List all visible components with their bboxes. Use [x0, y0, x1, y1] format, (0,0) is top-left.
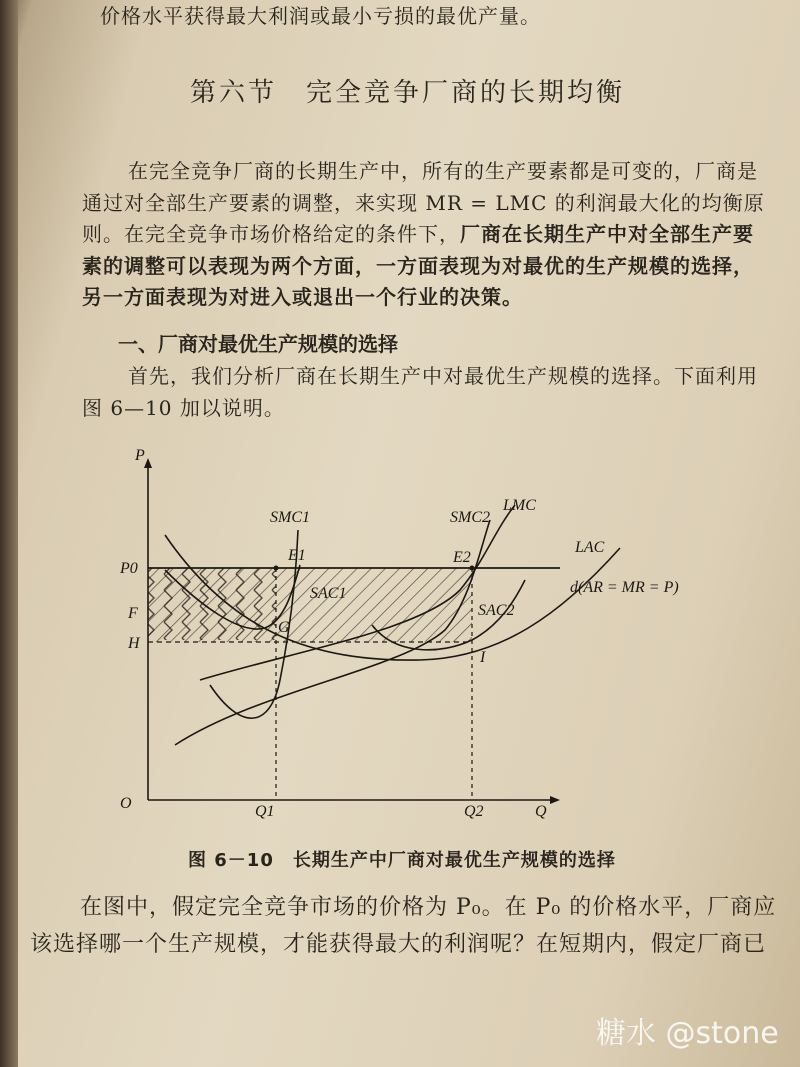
smc2-label: SMC2 [450, 509, 490, 526]
paragraph-line: 另一方面表现为对进入或退出一个行业的决策。 [82, 285, 523, 309]
paragraph-line: 素的调整可以表现为两个方面，一方面表现为对最优的生产规模的选择， [82, 254, 754, 278]
lac-label: LAC [575, 539, 605, 556]
smc1-label: SMC1 [270, 509, 310, 526]
q1-label: Q1 [255, 803, 275, 820]
f-label: F [128, 605, 138, 622]
q-axis-arrow [550, 796, 560, 804]
lmc-label: LMC [503, 497, 536, 514]
subheading: 一、厂商对最优生产规模的选择 [118, 332, 398, 356]
point-e2 [470, 566, 475, 571]
figure-caption: 图 6－10 长期生产中厂商对最优生产规模的选择 [188, 850, 616, 871]
sac2-label: SAC2 [478, 602, 515, 619]
p0-label: P0 [120, 560, 138, 577]
i-label: I [480, 649, 486, 666]
watermark-text: 糖水 @stone [596, 1016, 779, 1051]
paragraph-line: 首先，我们分析厂商在长期生产中对最优生产规模的选择。下面利用 [128, 364, 758, 388]
profit-region-i [148, 568, 472, 642]
top-text-line: 价格水平获得最大利润或最小亏损的最优产量。 [100, 4, 541, 28]
demand-label: d(AR = MR = P) [570, 579, 679, 596]
paragraph-line: 在完全竞争厂商的长期生产中，所有的生产要素都是可变的，厂商是 [128, 159, 758, 183]
axis-q-label: Q [535, 803, 547, 820]
figure-6-10 [0, 430, 800, 840]
sac1-label: SAC1 [310, 585, 347, 602]
emphasis-span: 厂商在长期生产中对全部生产要 [460, 222, 754, 246]
paragraph-span: 则。在完全竞争市场价格给定的条件下， [82, 222, 460, 246]
point-e1 [274, 566, 279, 571]
g-label: G [278, 619, 290, 636]
e1-label: E1 [288, 547, 306, 564]
paragraph-line: 图 6—10 加以说明。 [82, 396, 285, 420]
section-title: 第六节 完全竞争厂商的长期均衡 [190, 78, 626, 108]
origin-label: O [120, 795, 132, 812]
paragraph-line: 该选择哪一个生产规模，才能获得最大的利润呢？在短期内，假定厂商已 [30, 932, 767, 957]
p-axis-arrow [144, 458, 152, 468]
h-label: H [128, 635, 140, 652]
e2-label: E2 [453, 549, 471, 566]
axis-p-label: P [135, 447, 145, 464]
q2-label: Q2 [464, 803, 484, 820]
paragraph-line [82, 218, 754, 247]
paragraph-line: 通过对全部生产要素的调整，来实现 MR = LMC 的利润最大化的均衡原 [82, 191, 765, 215]
paragraph-line: 在图中，假定完全竞争市场的价格为 P₀。在 P₀ 的价格水平，厂商应 [80, 895, 777, 920]
